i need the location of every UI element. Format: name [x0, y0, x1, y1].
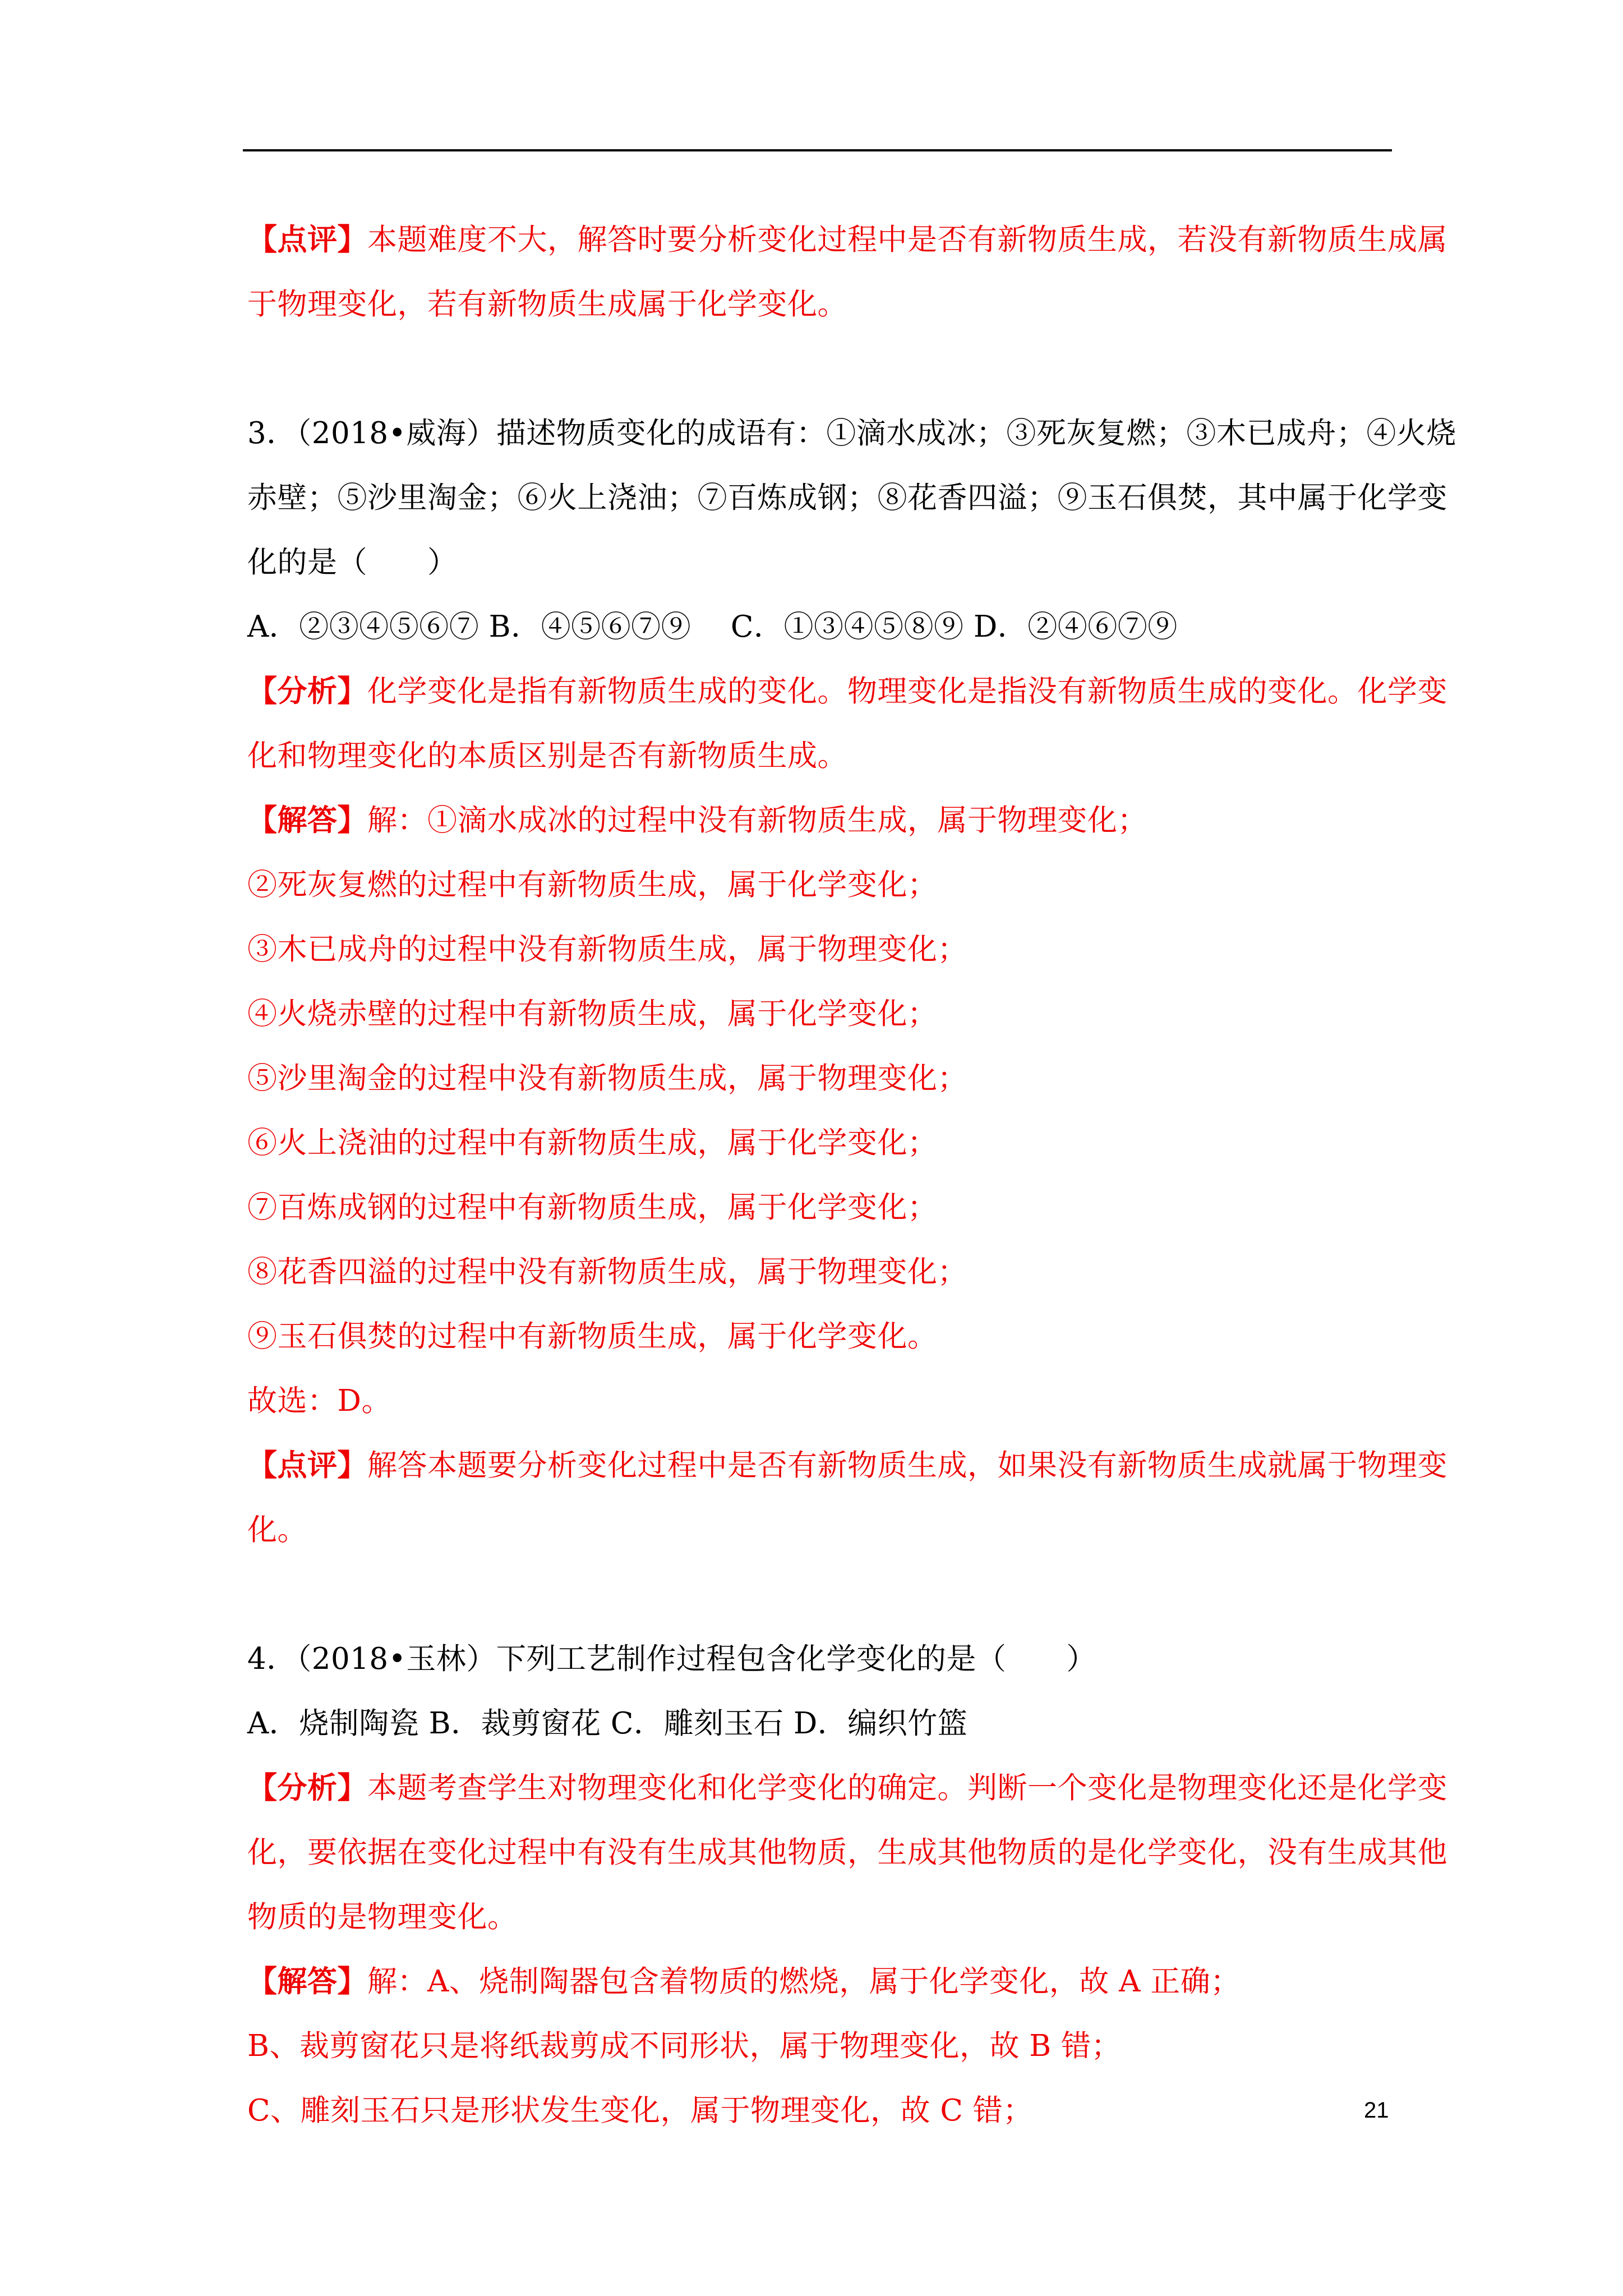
answer-line: B、裁剪窗花只是将纸裁剪成不同形状，属于物理变化，故 B 错； — [247, 2029, 1122, 2063]
page-body — [247, 208, 1456, 2143]
question-3-options: A．②③④⑤⑥⑦ B．④⑤⑥⑦⑨ C．①③④⑤⑧⑨ D．②④⑥⑦⑨ — [247, 610, 1178, 644]
comment-line: 化。 — [247, 1513, 307, 1547]
question-3-stem: 化的是（ ） — [247, 545, 458, 579]
answer-line: ⑨玉石俱焚的过程中有新物质生成，属于化学变化。 — [247, 1319, 938, 1354]
answer-line: ⑥火上浇油的过程中有新物质生成，属于化学变化； — [247, 1126, 938, 1160]
answer-line: ③木已成舟的过程中没有新物质生成，属于物理变化； — [247, 932, 967, 967]
question-3-stem: 3．（2018•威海）描述物质变化的成语有：①滴水成冰；③死灰复燃；③木已成舟；④火烧 — [247, 416, 1456, 450]
comment-line: 【点评】解答本题要分析变化过程中是否有新物质生成，如果没有新物质生成就属于物理变 — [247, 1448, 1447, 1483]
header-rule — [243, 149, 1392, 151]
comment-tag: 【点评】 — [247, 1448, 367, 1483]
answer-line: 【解答】解：①滴水成冰的过程中没有新物质生成，属于物理变化； — [247, 803, 1147, 838]
analysis-line: 【分析】本题考查学生对物理变化和化学变化的确定。判断一个变化是物理变化还是化学变 — [247, 1770, 1447, 1805]
question-4-stem: 4．（2018•玉林）下列工艺制作过程包含化学变化的是（ ） — [247, 1642, 1096, 1676]
comment-tag: 【点评】 — [247, 222, 367, 257]
answer-line: C、雕刻玉石只是形状发生变化，属于物理变化，故 C 错； — [247, 2093, 1033, 2128]
analysis-line: 化，要依据在变化过程中有没有生成其他物质，生成其他物质的是化学变化，没有生成其他 — [247, 1835, 1447, 1870]
answer-line: ④火烧赤壁的过程中有新物质生成，属于化学变化； — [247, 997, 938, 1031]
answer-choice: 故选：D。 — [247, 1384, 391, 1418]
answer-line: ②死灰复燃的过程中有新物质生成，属于化学变化； — [247, 868, 938, 902]
comment-line: 【点评】本题难度不大，解答时要分析变化过程中是否有新物质生成，若没有新物质生成属 — [247, 222, 1447, 257]
answer-line: ⑤沙里淘金的过程中没有新物质生成，属于物理变化； — [247, 1061, 967, 1096]
answer-line: 【解答】解：A、烧制陶器包含着物质的燃烧，属于化学变化，故 A 正确； — [247, 1964, 1241, 1999]
analysis-line: 化和物理变化的本质区别是否有新物质生成。 — [247, 739, 847, 773]
answer-tag: 【解答】 — [247, 1964, 367, 1999]
question-3-stem: 赤壁；⑤沙里淘金；⑥火上浇油；⑦百炼成钢；⑧花香四溢；⑨玉石俱焚，其中属于化学变 — [247, 481, 1447, 515]
page-number: 21 — [1364, 2098, 1389, 2123]
analysis-tag: 【分析】 — [247, 1770, 367, 1805]
answer-line: ⑧花香四溢的过程中没有新物质生成，属于物理变化； — [247, 1255, 967, 1289]
analysis-line: 物质的是物理变化。 — [247, 1900, 518, 1934]
question-4-options: A．烧制陶瓷 B．裁剪窗花 C．雕刻玉石 D．编织竹篮 — [247, 1706, 968, 1741]
analysis-tag: 【分析】 — [247, 674, 367, 708]
analysis-line: 【分析】化学变化是指有新物质生成的变化。物理变化是指没有新物质生成的变化。化学变 — [247, 674, 1447, 708]
answer-line: ⑦百炼成钢的过程中有新物质生成，属于化学变化； — [247, 1190, 938, 1225]
answer-tag: 【解答】 — [247, 803, 367, 838]
comment-line: 于物理变化，若有新物质生成属于化学变化。 — [247, 287, 847, 321]
